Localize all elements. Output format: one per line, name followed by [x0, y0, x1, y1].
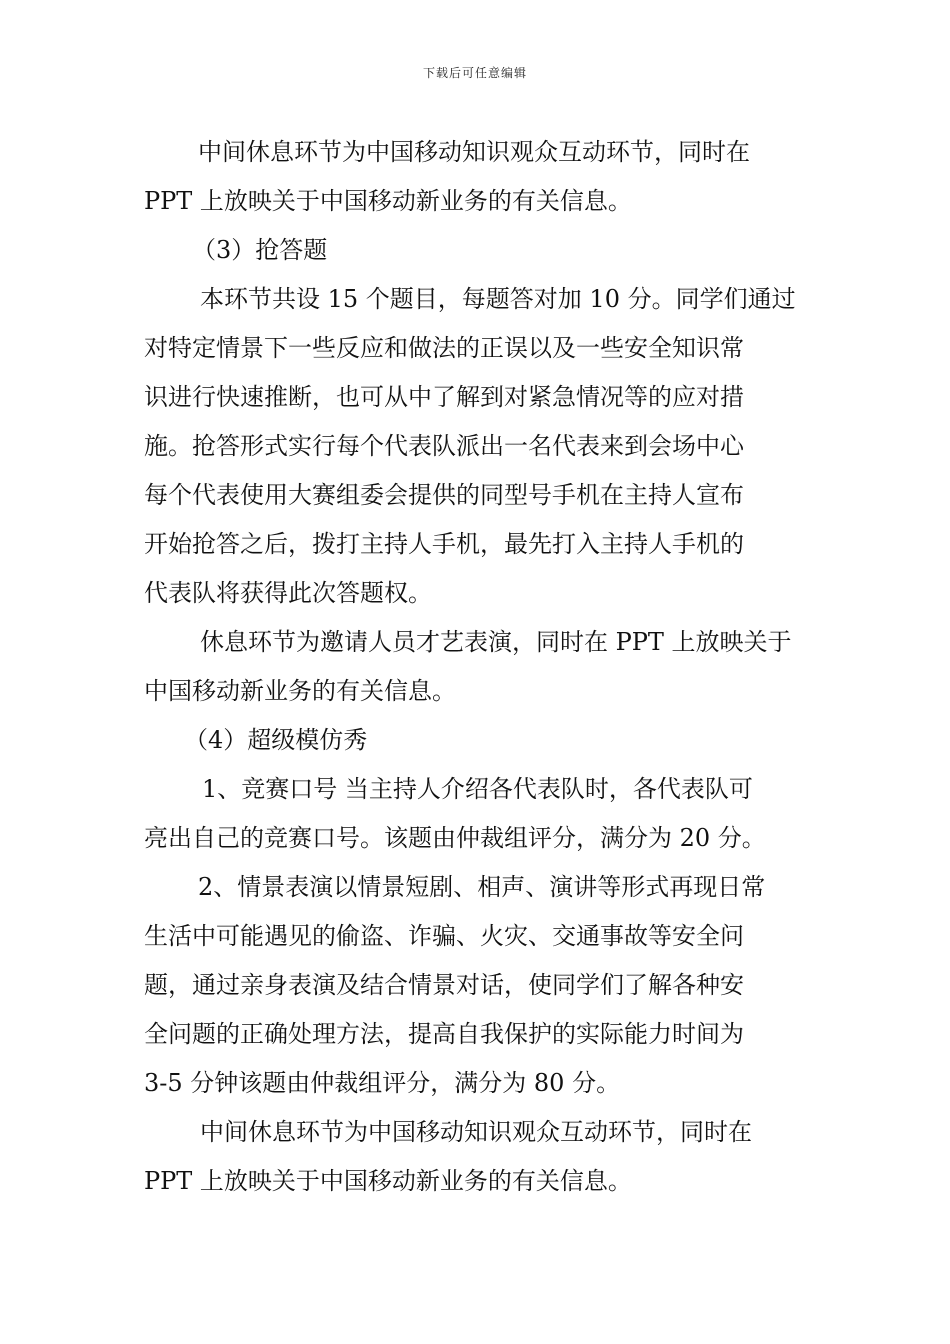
paragraph-line: PPT 上放映关于中国移动新业务的有关信息。: [144, 1167, 632, 1195]
paragraph-line: 识进行快速推断，也可从中了解到对紧急情况等的应对措: [144, 383, 744, 411]
paragraph-line: 中国移动新业务的有关信息。: [144, 677, 456, 705]
paragraph-line: 亮出自己的竞赛口号。该题由仲裁组评分，满分为 20 分。: [144, 824, 766, 852]
paragraph-line: 对特定情景下一些反应和做法的正误以及一些安全知识常: [144, 334, 744, 362]
paragraph-line: 开始抢答之后，拨打主持人手机，最先打入主持人手机的: [144, 530, 744, 558]
paragraph-line: 3-5 分钟该题由仲裁组评分，满分为 80 分。: [144, 1069, 621, 1097]
document-body: [144, 128, 808, 1206]
section-heading: （3）抢答题: [192, 236, 328, 264]
paragraph-line: 本环节共设 15 个题目，每题答对加 10 分。同学们通过: [200, 285, 796, 313]
paragraph-line: 休息环节为邀请人员才艺表演，同时在 PPT 上放映关于: [200, 628, 792, 656]
paragraph-line: 生活中可能遇见的偷盗、诈骗、火灾、交通事故等安全问: [144, 922, 744, 950]
paragraph-line: 1、竞赛口号 当主持人介绍各代表队时，各代表队可: [202, 775, 753, 803]
paragraph-line: PPT 上放映关于中国移动新业务的有关信息。: [144, 187, 632, 215]
page-header: 下载后可任意编辑: [422, 66, 527, 80]
paragraph-line: 2、情景表演以情景短剧、相声、演讲等形式再现日常: [198, 873, 766, 901]
paragraph-line: 代表队将获得此次答题权。: [144, 579, 432, 607]
paragraph-line: 每个代表使用大赛组委会提供的同型号手机在主持人宣布: [144, 481, 744, 509]
paragraph-line: 施。抢答形式实行每个代表队派出一名代表来到会场中心: [144, 432, 744, 460]
section-heading: （4）超级模仿秀: [184, 726, 368, 754]
paragraph-line: 全问题的正确处理方法，提高自我保护的实际能力时间为: [144, 1020, 744, 1048]
paragraph-line: 题，通过亲身表演及结合情景对话，使同学们了解各种安: [144, 971, 744, 999]
paragraph-line: 中间休息环节为中国移动知识观众互动环节，同时在: [200, 1118, 752, 1146]
paragraph-line: 中间休息环节为中国移动知识观众互动环节，同时在: [198, 138, 750, 166]
